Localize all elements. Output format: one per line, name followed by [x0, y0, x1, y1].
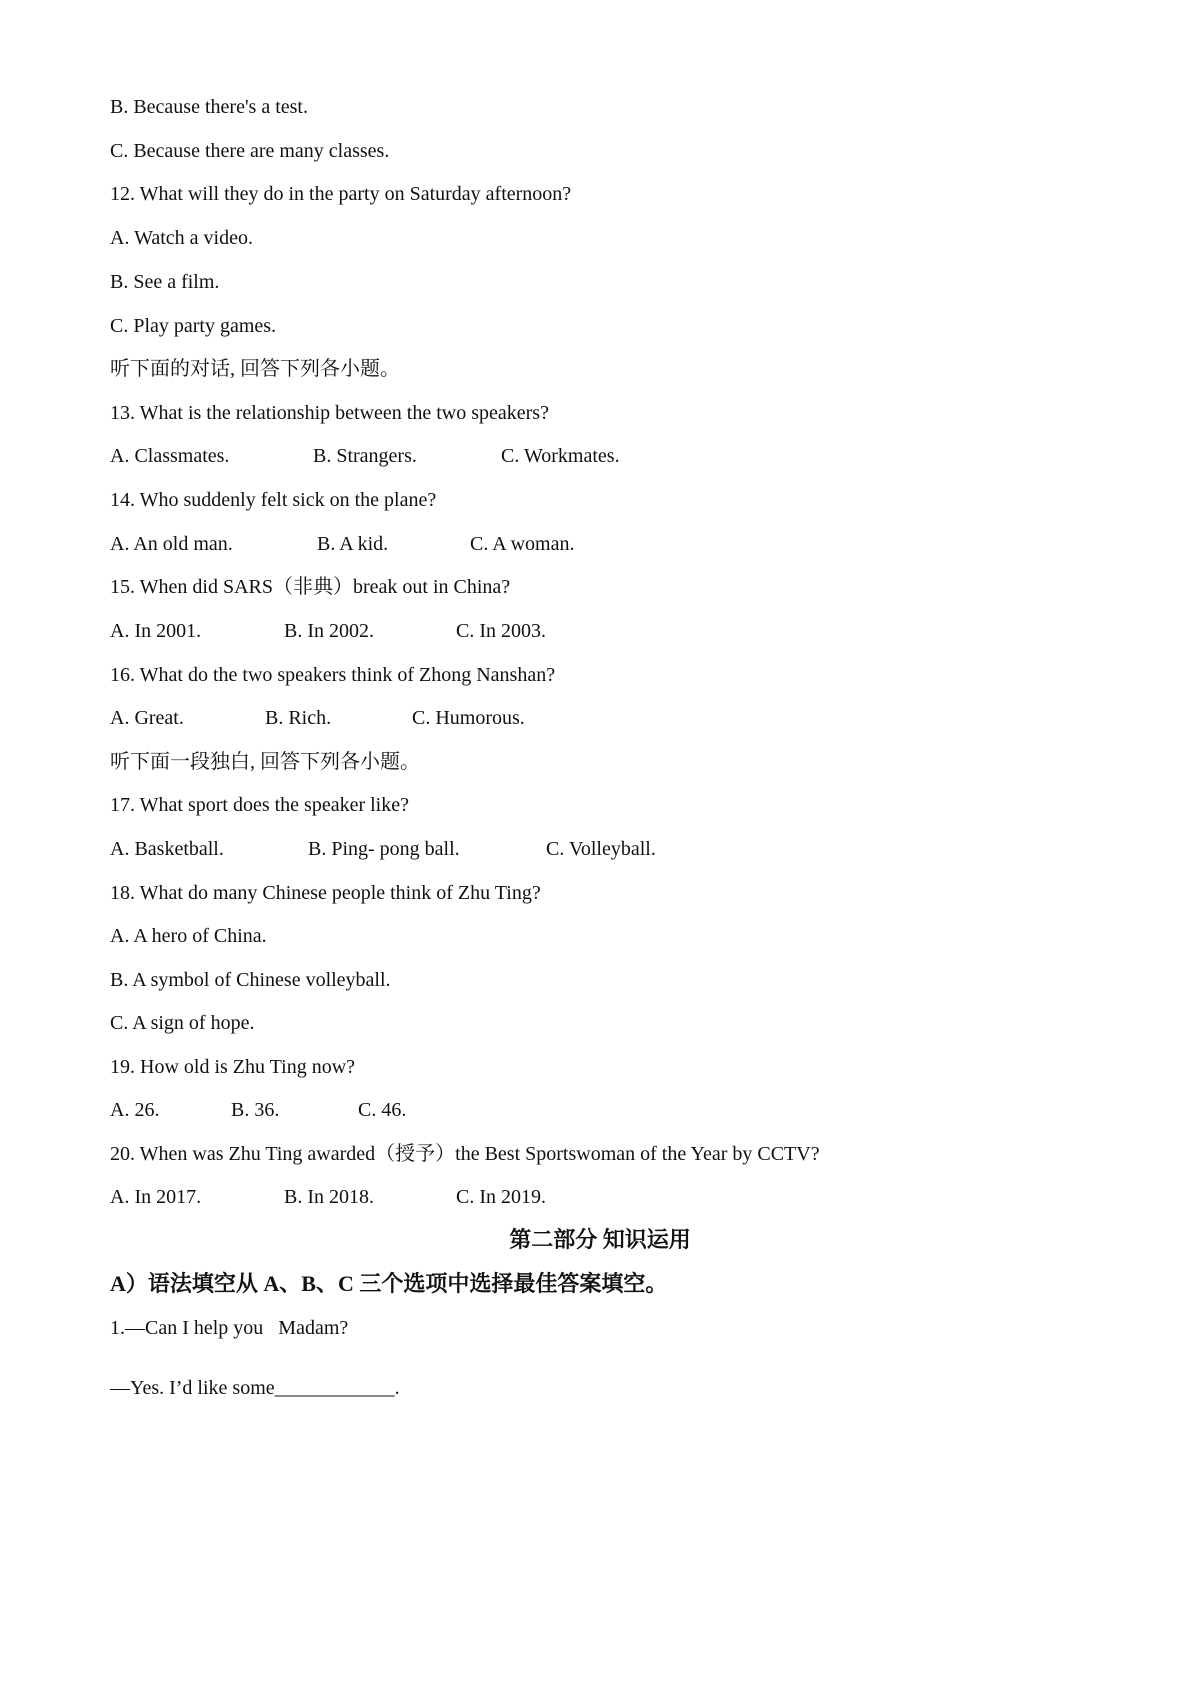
option-15b: B. In 2002.	[284, 620, 374, 642]
option-18b: B. A symbol of Chinese volleyball.	[110, 969, 391, 991]
option-12a: A. Watch a video.	[110, 227, 253, 249]
option-12c: C. Play party games.	[110, 315, 277, 337]
options-16	[110, 704, 1010, 732]
question-16: 16. What do the two speakers think of Zhong Nanshan?	[110, 664, 556, 686]
options-17	[110, 835, 1010, 863]
grammar-answer-1: —Yes. I’d like some____________.	[110, 1377, 400, 1399]
options-19	[110, 1096, 1010, 1124]
question-15: 15. When did SARS（非典）break out in China?	[110, 576, 511, 598]
option-17b: B. Ping- pong ball.	[308, 838, 460, 860]
question-13: 13. What is the relationship between the two speakers?	[110, 402, 549, 424]
option-16c: C. Humorous.	[412, 707, 525, 729]
option-15a: A. In 2001.	[110, 620, 202, 642]
option-19b: B. 36.	[231, 1099, 280, 1121]
option-12b: B. See a film.	[110, 271, 220, 293]
option-13c: C. Workmates.	[501, 445, 620, 467]
option-13b: B. Strangers.	[313, 445, 417, 467]
question-12: 12. What will they do in the party on Saturday afternoon?	[110, 183, 572, 205]
option-20a: A. In 2017.	[110, 1186, 202, 1208]
option-14a: A. An old man.	[110, 533, 233, 555]
grammar-question-1: 1.—Can I help you Madam?	[110, 1317, 349, 1339]
option-19c: C. 46.	[358, 1099, 407, 1121]
section-a-title: A）语法填空从 A、B、C 三个选项中选择最佳答案填空。	[110, 1271, 668, 1296]
option-20c: C. In 2019.	[456, 1186, 546, 1208]
option-11b: B. Because there's a test.	[110, 96, 308, 118]
instruction-monologue: 听下面一段独白, 回答下列各小题。	[110, 751, 420, 773]
option-19a: A. 26.	[110, 1099, 160, 1121]
options-14	[110, 530, 1010, 558]
option-15c: C. In 2003.	[456, 620, 546, 642]
options-20	[110, 1183, 1010, 1211]
option-14c: C. A woman.	[470, 533, 575, 555]
instruction-dialogue: 听下面的对话, 回答下列各小题。	[110, 358, 400, 380]
option-14b: B. A kid.	[317, 533, 389, 555]
options-13	[110, 442, 1010, 470]
options-15	[110, 617, 1010, 645]
option-17a: A. Basketball.	[110, 838, 224, 860]
question-14: 14. Who suddenly felt sick on the plane?	[110, 489, 437, 511]
option-17c: C. Volleyball.	[546, 838, 656, 860]
option-11c: C. Because there are many classes.	[110, 140, 390, 162]
option-18c: C. A sign of hope.	[110, 1012, 255, 1034]
question-20: 20. When was Zhu Ting awarded（授予）the Best Sportswoman of the Year by CCTV?	[110, 1143, 820, 1165]
option-16b: B. Rich.	[265, 707, 332, 729]
question-18: 18. What do many Chinese people think of Zhu Ting?	[110, 882, 541, 904]
question-19: 19. How old is Zhu Ting now?	[110, 1056, 356, 1078]
option-13a: A. Classmates.	[110, 445, 230, 467]
option-20b: B. In 2018.	[284, 1186, 374, 1208]
part-two-title: 第二部分 知识运用	[509, 1227, 691, 1252]
option-16a: A. Great.	[110, 707, 184, 729]
option-18a: A. A hero of China.	[110, 925, 267, 947]
question-17: 17. What sport does the speaker like?	[110, 794, 409, 816]
